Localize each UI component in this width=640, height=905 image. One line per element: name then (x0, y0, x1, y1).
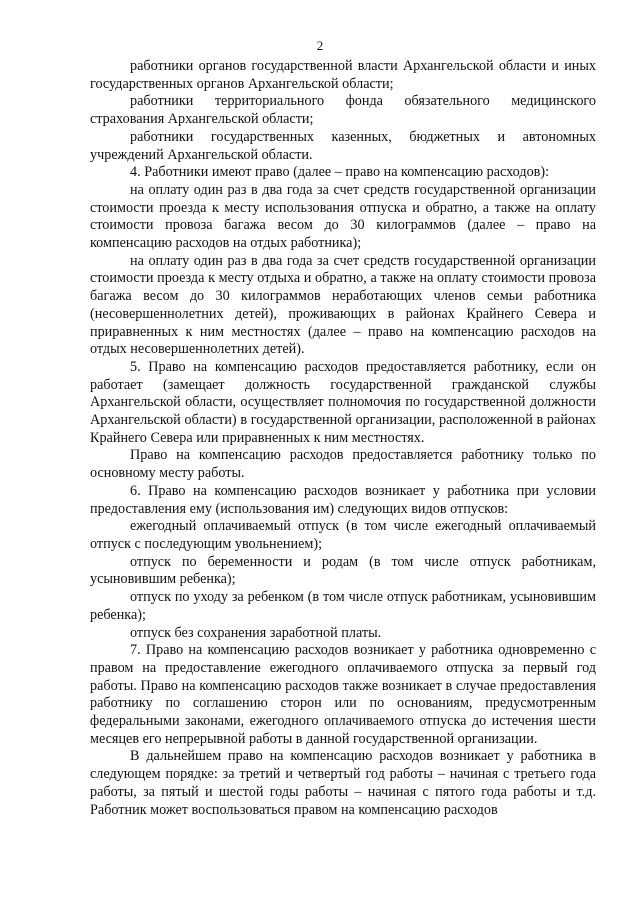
paragraph: В дальнейшем право на компенсацию расходов возникает у работника в следующем порядке: за третий и четвертый год работы – начиная с третьего года работы, за пятый и шестой годы работы – начиная с пятого года работы и т.д. Работник может воспользоваться правом на компенсацию расходов (90, 748, 596, 818)
paragraph: работники территориального фонда обязательного медицинского страхования Архангельской области; (90, 93, 596, 128)
paragraph: работники государственных казенных, бюджетных и автономных учреждений Архангельской области. (90, 128, 596, 163)
paragraph: отпуск без сохранения заработной платы. (130, 624, 382, 641)
paragraph: отпуск по беременности и родам (в том числе отпуск работникам, усыновившим ребенка); (90, 553, 596, 588)
paragraph: на оплату один раз в два года за счет средств государственной организации стоимости проезда к месту отдыха и обратно, а также на оплату стоимости провоза багажа весом до 30 килограммов неработающих членов семьи работника (несовершеннолетних детей), проживающих в районах Крайнего Севера и приравненных к ним местностях (далее – право на компенсацию расходов на отдых несовершеннолетних детей). (90, 252, 596, 358)
paragraph: 4. Работники имеют право (далее – право на компенсацию расходов): (130, 164, 550, 181)
document-body (90, 58, 596, 819)
paragraph: работники органов государственной власти Архангельской области и иных государственных органов Архангельской области; (90, 58, 596, 92)
paragraph: отпуск по уходу за ребенком (в том числе отпуск работникам, усыновившим ребенка); (90, 589, 596, 623)
paragraph: 7. Право на компенсацию расходов возникает у работника одновременно с правом на предоставление ежегодного оплачиваемого отпуска за первый год работы. Право на компенсацию расходов также возникает в случае предоставления работнику по соглашению сторон или по основаниям, предусмотренным федеральными законами, ежегодного оплачиваемого отпуска до истечения шести месяцев его непрерывной работы в данной государственной организации. (90, 642, 596, 747)
paragraph: на оплату один раз в два года за счет средств государственной организации стоимости проезда к месту использования отпуска и обратно, а также на оплату стоимости провоза багажа весом до 30 килограммов (далее – право на компенсацию расходов на отдых работника); (90, 181, 596, 252)
paragraph: Право на компенсацию расходов предоставляется работнику только по основному месту работы. (90, 447, 596, 482)
page-number: 2 (316, 38, 324, 53)
paragraph: 5. Право на компенсацию расходов предоставляется работнику, если он работает (замещает должность государственной гражданской службы Архангельской области, осуществляет полномочия по государственной должности Архангельской области) в государственной организации, расположенной в районах Крайнего Севера или приравненных к ним местностях. (90, 358, 596, 446)
paragraph: 6. Право на компенсацию расходов возникает у работника при условии предоставления ему (использования им) следующих видов отпусков: (90, 482, 596, 517)
paragraph: ежегодный оплачиваемый отпуск (в том числе ежегодный оплачиваемый отпуск с последующим увольнением); (90, 518, 596, 552)
